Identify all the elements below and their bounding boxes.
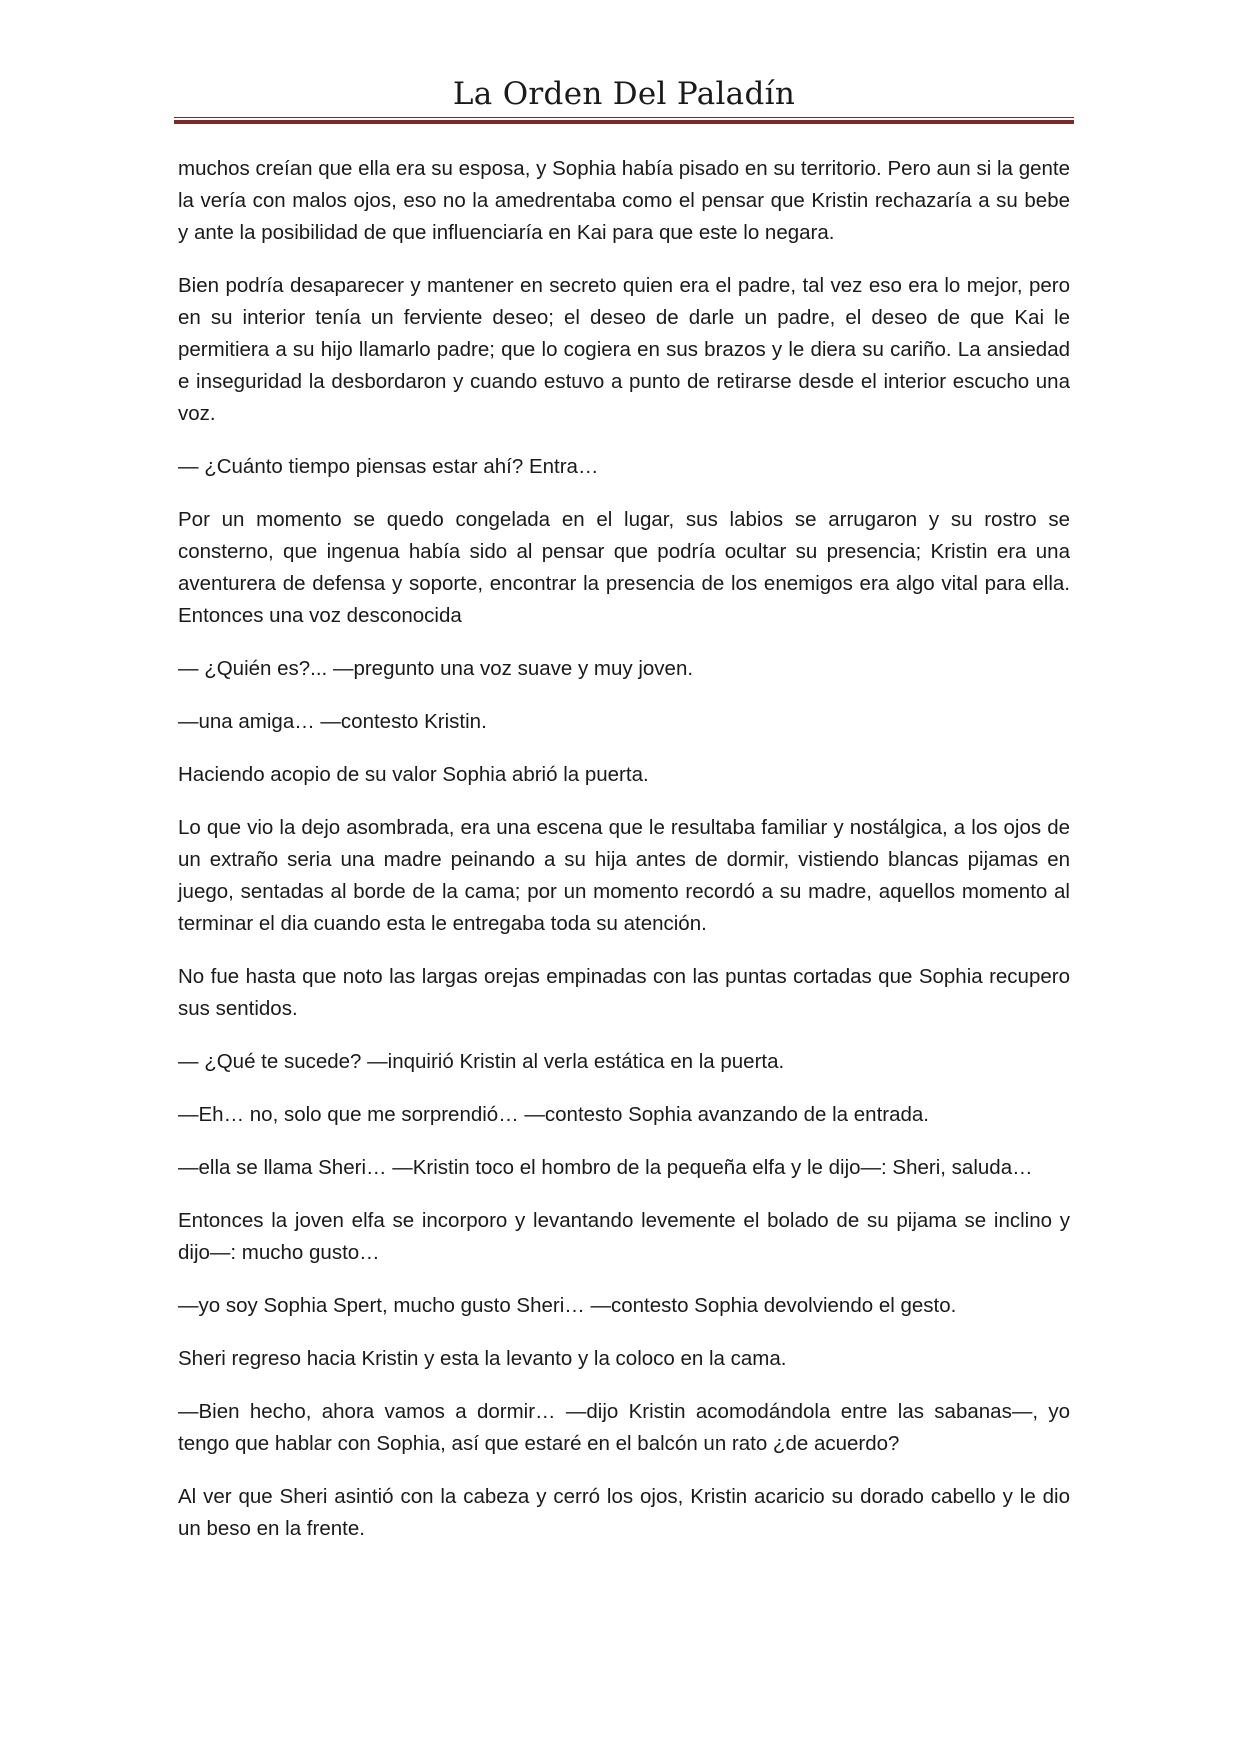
paragraph: —Bien hecho, ahora vamos a dormir… —dijo Kristin acomodándola entre las sabanas—, yo tengo que hablar con Sophia, así que estaré en el balcón un rato ¿de acuerdo? — [178, 1400, 1070, 1455]
paragraph: Por un momento se quedo congelada en el lugar, sus labios se arrugaron y su rostro se consterno, que ingenua había sido al pensar que podría ocultar su presencia; Kristin era una aventurera de defensa y soporte, encontrar la presencia de los enemigos era algo vital para ella. Entonces una voz desconocida — [178, 508, 1070, 627]
paragraph: No fue hasta que noto las largas orejas empinadas con las puntas cortadas que Sophia recupero sus sentidos. — [178, 965, 1070, 1020]
paragraph: Lo que vio la dejo asombrada, era una escena que le resultaba familiar y nostálgica, a los ojos de un extraño seria una madre peinando a su hija antes de dormir, vistiendo blancas pijamas en juego, sentadas al borde de la cama; por un momento recordó a su madre, aquellos momento al terminar el dia cuando esta le entregaba toda su atención. — [178, 816, 1070, 935]
paragraph: Sheri regreso hacia Kristin y esta la levanto y la coloco en la cama. — [178, 1347, 787, 1370]
header-divider-thick-line — [174, 120, 1074, 124]
body-text — [178, 153, 1070, 1566]
paragraph: —Eh… no, solo que me sorprendió… —contesto Sophia avanzando de la entrada. — [178, 1103, 929, 1126]
paragraph: Al ver que Sheri asintió con la cabeza y cerró los ojos, Kristin acaricio su dorado cabello y le dio un beso en la frente. — [178, 1485, 1070, 1540]
paragraph: muchos creían que ella era su esposa, y Sophia había pisado en su territorio. Pero aun si la gente la vería con malos ojos, eso no la amedrentaba como el pensar que Kristin rechazaría a su bebe y ante la posibilidad de que influenciaría en Kai para que este lo negara. — [178, 157, 1070, 244]
paragraph: — ¿Quién es?... —pregunto una voz suave y muy joven. — [178, 657, 694, 680]
header-divider-thin-line — [174, 117, 1074, 118]
page-header — [174, 70, 1074, 118]
paragraph: — ¿Cuánto tiempo piensas estar ahí? Entra… — [178, 455, 599, 478]
paragraph: —una amiga… —contesto Kristin. — [178, 710, 487, 733]
paragraph: Haciendo acopio de su valor Sophia abrió la puerta. — [178, 763, 649, 786]
paragraph: —yo soy Sophia Spert, mucho gusto Sheri… —contesto Sophia devolviendo el gesto. — [178, 1294, 957, 1317]
paragraph: —ella se llama Sheri… —Kristin toco el hombro de la pequeña elfa y le dijo—: Sheri, saluda… — [178, 1156, 1033, 1179]
paragraph: — ¿Qué te sucede? —inquirió Kristin al verla estática en la puerta. — [178, 1050, 785, 1073]
page-title: La Orden Del Paladín — [452, 76, 796, 112]
paragraph: Bien podría desaparecer y mantener en secreto quien era el padre, tal vez eso era lo mejor, pero en su interior tenía un ferviente deseo; el deseo de darle un padre, el deseo de que Kai le permitiera a su hijo llamarlo padre; que lo cogiera en sus brazos y le diera su cariño. La ansiedad e inseguridad la desbordaron y cuando estuvo a punto de retirarse desde el interior escucho una voz. — [178, 274, 1070, 425]
paragraph: Entonces la joven elfa se incorporo y levantando levemente el bolado de su pijama se inclino y dijo—: mucho gusto… — [178, 1209, 1070, 1264]
header-divider — [174, 117, 1074, 124]
